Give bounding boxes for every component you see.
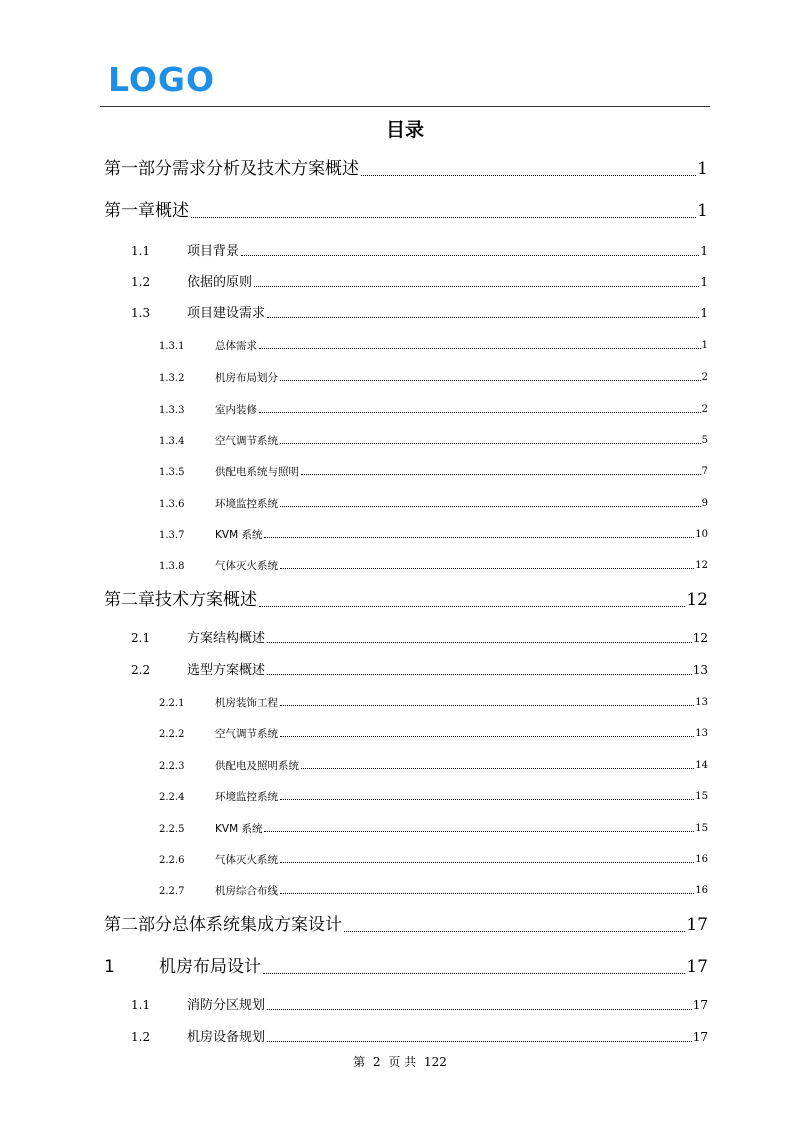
logo: LOGO [108, 60, 216, 99]
toc-leader-dots [280, 736, 694, 737]
toc-entry[interactable] [0, 490, 800, 514]
toc-entry[interactable] [0, 396, 800, 420]
toc-entry-number: 1.1 [131, 998, 151, 1012]
toc-leader-dots [254, 286, 699, 287]
toc-entry-number: 2.2.2 [159, 729, 185, 740]
toc-entry[interactable] [0, 956, 800, 980]
toc-entry-page: 1 [697, 159, 708, 179]
toc-entry-title: 机房布局划分 [215, 372, 278, 384]
toc-entry-title: 机房综合布线 [215, 885, 278, 897]
toc-leader-dots [259, 606, 685, 607]
toc-entry-title: 机房装饰工程 [215, 697, 278, 709]
toc-entry-page: 14 [695, 760, 708, 771]
toc-entry-title: KVM 系统 [215, 529, 263, 541]
toc-entry-page: 1 [700, 275, 708, 289]
toc-entry-page: 17 [686, 957, 708, 977]
toc-entry-number: 2.2 [131, 663, 151, 677]
toc-entry-title: 总体需求 [215, 340, 257, 352]
toc-entry[interactable] [0, 332, 800, 356]
toc-leader-dots [259, 412, 701, 413]
toc-leader-dots [301, 768, 694, 769]
toc-entry-number: 1.3.2 [159, 373, 185, 384]
toc-entry[interactable] [0, 846, 800, 870]
toc-entry[interactable] [0, 269, 800, 293]
toc-entry[interactable] [0, 552, 800, 576]
toc-entry[interactable] [0, 914, 800, 938]
toc-entry-title: 环境监控系统 [215, 791, 278, 803]
toc-entry-title: 机房设备规划 [187, 1030, 266, 1045]
toc-entry-number: 1.3.6 [159, 499, 185, 510]
toc-leader-dots [264, 537, 694, 538]
toc-leader-dots [267, 317, 699, 318]
toc-entry-title: 项目背景 [187, 244, 240, 259]
toc-leader-dots [191, 217, 696, 218]
toc-entry-page: 2 [701, 372, 708, 383]
toc-entry-title: 选型方案概述 [187, 663, 266, 678]
toc-entry-title: 方案结构概述 [187, 631, 266, 646]
toc-entry-number: 1.3 [131, 306, 151, 320]
toc-entry-title: 供配电及照明系统 [215, 760, 299, 772]
toc-entry-page: 5 [701, 435, 708, 446]
toc-entry[interactable] [0, 364, 800, 388]
toc-entry-number: 1.3.7 [159, 530, 185, 541]
toc-entry-number: 1.3.4 [159, 436, 185, 447]
footer-total-pages: 122 [424, 1055, 447, 1069]
toc-entry-number: 2.2.4 [159, 792, 185, 803]
toc-entry-number: 1.3.5 [159, 467, 185, 478]
toc-entry-page: 12 [686, 590, 708, 610]
toc-leader-dots [280, 893, 694, 894]
toc-entry-title: 第一部分需求分析及技术方案概述 [104, 159, 359, 179]
header-divider [100, 106, 710, 107]
toc-entry-page: 13 [695, 728, 708, 739]
toc-leader-dots [344, 931, 685, 932]
toc-entry-title: 气体灭火系统 [215, 560, 278, 572]
toc-entry[interactable] [0, 200, 800, 224]
toc-entry-page: 17 [692, 1030, 708, 1044]
toc-entry-title: 空气调节系统 [215, 435, 278, 447]
toc-entry[interactable] [0, 1024, 800, 1048]
toc-entry[interactable] [0, 877, 800, 901]
toc-leader-dots [280, 568, 694, 569]
footer-current-page: 2 [372, 1055, 381, 1069]
toc-entry-page: 2 [701, 404, 708, 415]
toc-entry[interactable] [0, 992, 800, 1016]
toc-entry-page: 15 [695, 791, 708, 802]
toc-entry-page: 16 [695, 885, 708, 896]
toc-entry[interactable] [0, 238, 800, 262]
footer-middle: 页 共 [388, 1055, 417, 1069]
toc-entry-page: 15 [695, 823, 708, 834]
toc-entry[interactable] [0, 158, 800, 182]
toc-entry-title: 供配电系统与照明 [215, 466, 299, 478]
toc-entry-page: 17 [686, 915, 708, 935]
toc-entry-page: 1 [700, 306, 708, 320]
toc-leader-dots [280, 705, 694, 706]
toc-leader-dots [267, 1009, 692, 1010]
toc-entry-page: 1 [701, 340, 708, 351]
toc-leader-dots [241, 255, 699, 256]
toc-entry-number: 2.2.5 [159, 824, 185, 835]
toc-leader-dots [280, 862, 694, 863]
toc-entry-page: 16 [695, 854, 708, 865]
toc-entry-title: 环境监控系统 [215, 498, 278, 510]
toc-entry[interactable] [0, 720, 800, 744]
toc-entry-page: 9 [701, 498, 708, 509]
toc-entry-number: 1 [104, 957, 115, 977]
toc-entry-number: 1.3.8 [159, 561, 185, 572]
toc-entry-title: 第一章概述 [104, 201, 189, 221]
toc-entry-number: 1.2 [131, 1030, 151, 1044]
toc-entry-number: 2.1 [131, 631, 151, 645]
toc-leader-dots [263, 973, 685, 974]
toc-entry-page: 17 [692, 998, 708, 1012]
toc-entry[interactable] [0, 427, 800, 451]
toc-entry-title: 气体灭火系统 [215, 854, 278, 866]
toc-entry[interactable] [0, 752, 800, 776]
toc-entry-page: 12 [692, 631, 708, 645]
toc-entry-page: 1 [697, 201, 708, 221]
toc-leader-dots [280, 506, 701, 507]
toc-leader-dots [361, 175, 696, 176]
footer-prefix: 第 [353, 1055, 366, 1069]
toc-leader-dots [280, 380, 701, 381]
toc-entry-title: 项目建设需求 [187, 306, 266, 321]
toc-title: 目录 [385, 119, 424, 141]
toc-entry-page: 12 [695, 560, 708, 571]
toc-entry-number: 2.2.7 [159, 886, 185, 897]
toc-entry-title: KVM 系统 [215, 823, 263, 835]
toc-entry-title: 消防分区规划 [187, 998, 266, 1013]
toc-entry-page: 1 [700, 244, 708, 258]
toc-entry[interactable] [0, 521, 800, 545]
toc-leader-dots [264, 831, 694, 832]
toc-leader-dots [267, 674, 692, 675]
toc-entry-page: 13 [695, 697, 708, 708]
toc-entry-title: 机房布局设计 [159, 957, 261, 977]
toc-entry-number: 1.3.1 [159, 341, 185, 352]
toc-entry[interactable] [0, 815, 800, 839]
toc-entry-number: 2.2.3 [159, 761, 185, 772]
toc-leader-dots [301, 474, 701, 475]
toc-entry-number: 2.2.1 [159, 698, 185, 709]
toc-entry-title: 第二部分总体系统集成方案设计 [104, 915, 342, 935]
toc-leader-dots [267, 1041, 692, 1042]
toc-entry-number: 2.2.6 [159, 855, 185, 866]
toc-entry[interactable] [0, 458, 800, 482]
toc-entry-page: 10 [695, 529, 708, 540]
toc-entry[interactable] [0, 657, 800, 681]
toc-entry-title: 第二章技术方案概述 [104, 590, 257, 610]
toc-entry-title: 依据的原则 [187, 275, 253, 290]
toc-entry[interactable] [0, 589, 800, 613]
toc-entry-title: 空气调节系统 [215, 728, 278, 740]
toc-leader-dots [280, 799, 694, 800]
toc-entry-number: 1.3.3 [159, 405, 185, 416]
page-footer [0, 1054, 800, 1070]
toc-entry[interactable] [0, 625, 800, 649]
toc-entry-number: 1.1 [131, 244, 151, 258]
toc-leader-dots [267, 642, 692, 643]
toc-entry-page: 7 [701, 466, 708, 477]
toc-entry-page: 13 [692, 663, 708, 677]
toc-entry[interactable] [0, 300, 800, 324]
toc-leader-dots [280, 443, 701, 444]
toc-entry[interactable] [0, 689, 800, 713]
toc-entry[interactable] [0, 783, 800, 807]
toc-leader-dots [259, 348, 701, 349]
toc-entry-number: 1.2 [131, 275, 151, 289]
toc-entry-title: 室内装修 [215, 404, 257, 416]
